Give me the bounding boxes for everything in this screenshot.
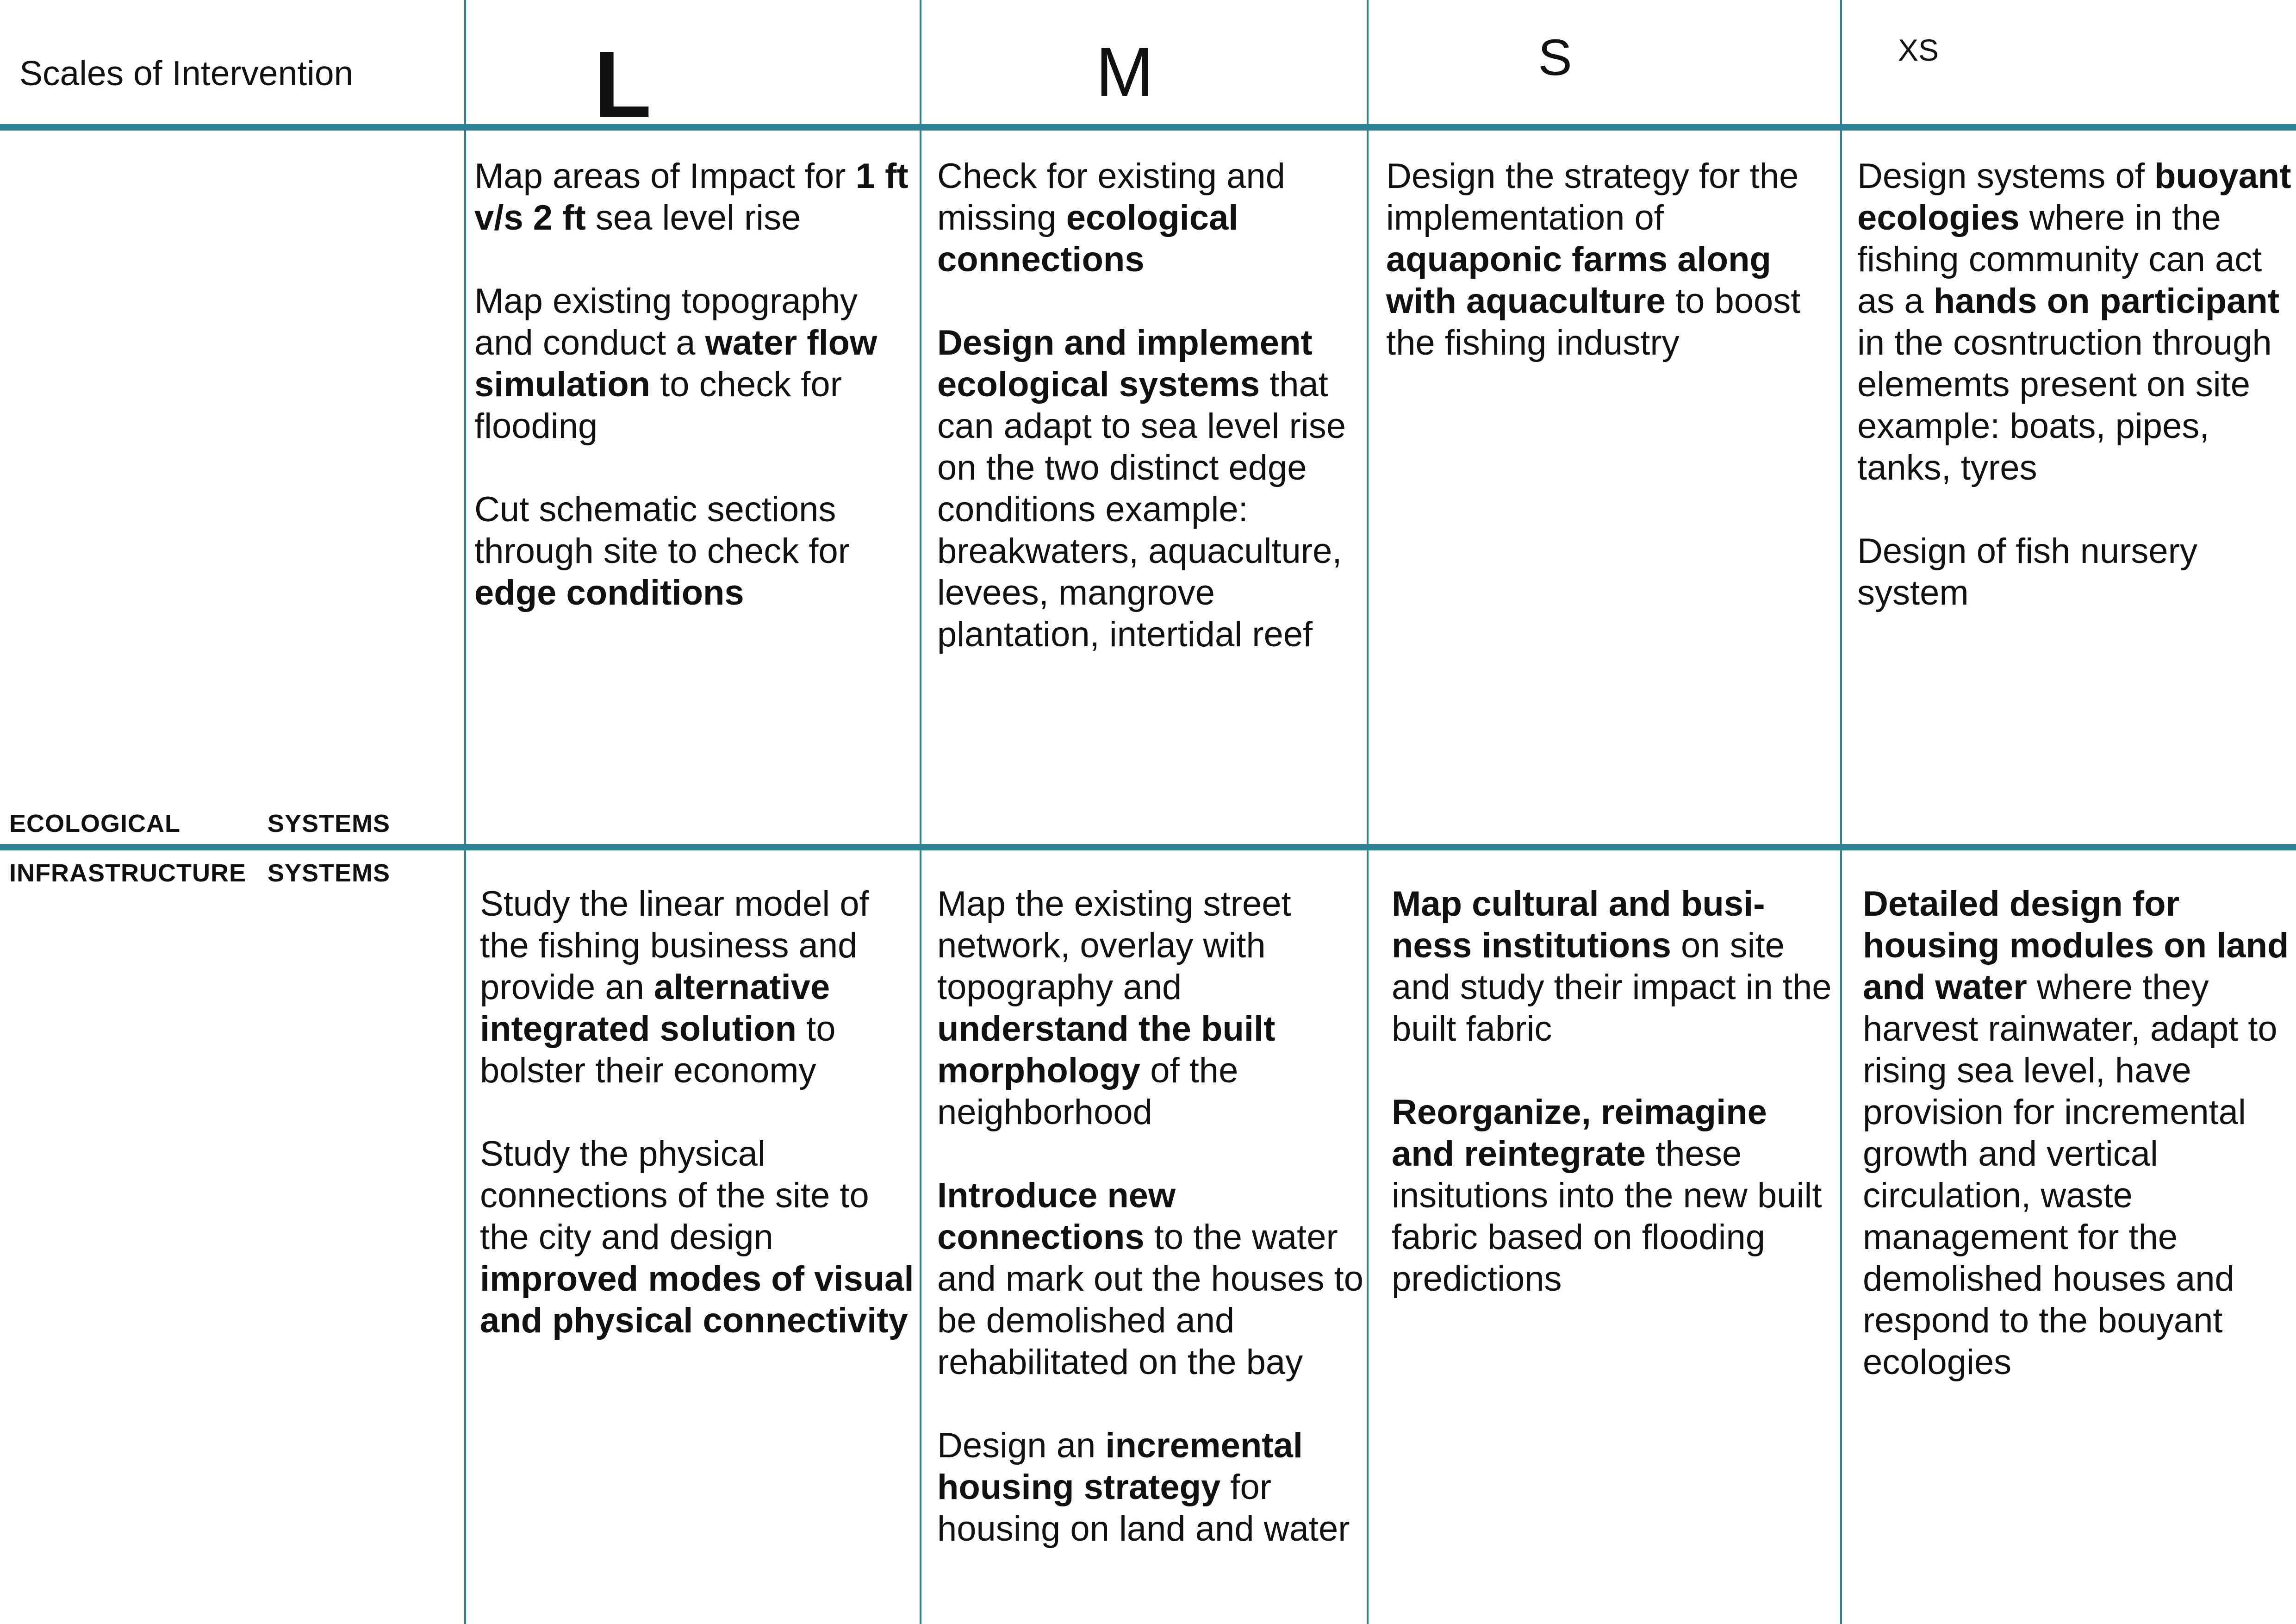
body-text: these insitutions into the new built fabric based on flooding predictions bbox=[1392, 1134, 1822, 1299]
column-divider-4 bbox=[1840, 0, 1842, 1624]
cell-paragraph bbox=[1386, 156, 1830, 364]
cell-infrastructure-xs bbox=[1863, 883, 2293, 1383]
cell-paragraph bbox=[1392, 883, 1836, 1050]
cell-ecological-xs bbox=[1857, 156, 2292, 614]
body-text: Design an bbox=[937, 1426, 1106, 1465]
bold-text: ecological connections bbox=[937, 198, 1238, 279]
bold-text: understand the built morphology bbox=[937, 1009, 1276, 1090]
body-text: in the cosntruction through elememts present on site example: boats, pipes, tanks, tyres bbox=[1857, 323, 2272, 487]
body-text: Study the linear model of the fishing business and provide an bbox=[480, 884, 869, 1007]
bold-text: buoyant ecologies bbox=[1857, 156, 2291, 237]
body-text: where they harvest rainwater, adapt to rising sea level, have provision for incremental growth and vertical circulation, waste management for the demolished houses and respond to the bouyant ecologies bbox=[1863, 968, 2277, 1382]
row-label-ecological: ECOLOGICAL bbox=[9, 810, 180, 837]
cell-paragraph bbox=[937, 1175, 1368, 1383]
body-text: Study the physical connections of the site to the city and design bbox=[480, 1134, 869, 1257]
body-text: Design of fish nursery system bbox=[1857, 531, 2197, 612]
bold-text: aquaponic farms along with aquaculture bbox=[1386, 240, 1771, 321]
bold-text: Detailed design for housing modules on land and water bbox=[1863, 884, 2289, 1007]
bold-text: hands on participant bbox=[1933, 281, 2280, 321]
cell-paragraph bbox=[1863, 883, 2293, 1383]
body-text: Check for existing and missing bbox=[937, 156, 1285, 237]
column-divider-1 bbox=[464, 0, 466, 1624]
body-text: Map existing topography and conduct a bbox=[474, 281, 858, 362]
header-divider bbox=[0, 124, 2296, 131]
cell-paragraph bbox=[937, 1425, 1368, 1550]
cell-infrastructure-s bbox=[1392, 883, 1836, 1300]
cell-paragraph bbox=[480, 1133, 920, 1342]
scale-label-s: S bbox=[1538, 29, 1572, 86]
cell-paragraph bbox=[937, 883, 1368, 1133]
cell-ecological-l bbox=[474, 156, 914, 614]
bold-text: Introduce new connections bbox=[937, 1176, 1176, 1257]
body-text: Design systems of bbox=[1857, 156, 2154, 196]
cell-infrastructure-l bbox=[480, 883, 920, 1342]
body-text: to boost the fishing industry bbox=[1386, 281, 1801, 362]
body-text: for housing on land and water bbox=[937, 1468, 1350, 1549]
bold-text: Map cultural and busi-ness institutions bbox=[1392, 884, 1765, 965]
cell-paragraph bbox=[480, 883, 920, 1092]
cell-paragraph bbox=[1857, 531, 2292, 614]
row-divider bbox=[0, 844, 2296, 850]
cell-paragraph bbox=[1392, 1092, 1836, 1300]
cell-paragraph bbox=[474, 281, 914, 447]
row-label-ecological-systems: SYSTEMS bbox=[268, 810, 391, 837]
body-text: Map areas of Impact for bbox=[474, 156, 856, 196]
row-label-infrastructure: INFRASTRUCTURE bbox=[9, 859, 246, 887]
body-text: to the water and mark out the houses to be demolished and rehabilitated on the bay bbox=[937, 1218, 1364, 1382]
bold-text: alternative integrated solution bbox=[480, 968, 830, 1049]
scale-label-xs: XS bbox=[1898, 33, 1939, 67]
cell-paragraph bbox=[937, 322, 1363, 656]
body-text: on site and study their impact in the built fabric bbox=[1392, 926, 1832, 1049]
cell-paragraph bbox=[474, 156, 914, 239]
body-text: Design the strategy for the implementation of bbox=[1386, 156, 1799, 237]
column-divider-2 bbox=[920, 0, 921, 1624]
cell-ecological-s bbox=[1386, 156, 1830, 364]
bold-text: 1 ft v/s 2 ft bbox=[474, 156, 908, 237]
page-title: Scales of Intervention bbox=[19, 54, 354, 93]
scale-label-m: M bbox=[1095, 33, 1154, 111]
cell-paragraph bbox=[1857, 156, 2292, 489]
cell-ecological-m bbox=[937, 156, 1363, 656]
body-text: Map the existing street network, overlay with topography and bbox=[937, 884, 1291, 1007]
bold-text: Design and implement ecological systems bbox=[937, 323, 1313, 404]
cell-infrastructure-m bbox=[937, 883, 1368, 1550]
body-text: Cut schematic sections through site to check for bbox=[474, 490, 850, 571]
cell-paragraph bbox=[474, 489, 914, 614]
cell-paragraph bbox=[937, 156, 1363, 281]
scale-label-l: L bbox=[593, 31, 652, 137]
bold-text: improved modes of visual and physical connectivity bbox=[480, 1259, 914, 1340]
bold-text: Reorganize, reimagine and reintegrate bbox=[1392, 1093, 1767, 1174]
body-text: of the neighborhood bbox=[937, 1051, 1238, 1132]
row-label-infrastructure-systems: SYSTEMS bbox=[268, 859, 391, 887]
body-text: that can adapt to sea level rise on the two distinct edge conditions example: breakwaters, aquaculture, levees, mangrove plantation, intertidal reef bbox=[937, 365, 1346, 654]
body-text: sea level rise bbox=[585, 198, 801, 237]
body-text: to check for flooding bbox=[474, 365, 842, 446]
bold-text: incremental housing strategy bbox=[937, 1426, 1303, 1507]
body-text: to bolster their economy bbox=[480, 1009, 836, 1090]
bold-text: edge conditions bbox=[474, 573, 744, 612]
bold-text: water flow simulation bbox=[474, 323, 877, 404]
body-text: where in the fishing community can act as a bbox=[1857, 198, 2262, 321]
